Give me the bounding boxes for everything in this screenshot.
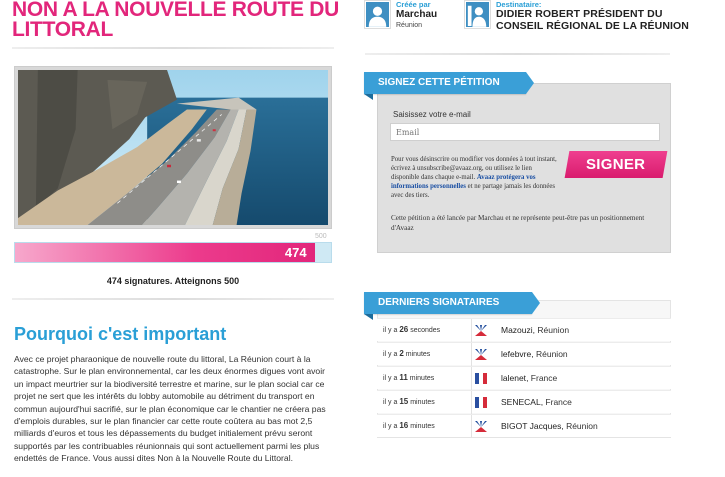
sign-ribbon: SIGNEZ CETTE PÉTITION [364, 72, 526, 94]
petition-title: NON A LA NOUVELLE ROUTE DU LITTORAL [12, 0, 340, 41]
row-separator [471, 391, 472, 414]
france-flag-icon [475, 397, 487, 408]
privacy-notice [391, 156, 561, 201]
email-input[interactable] [390, 123, 660, 141]
sign-ribbon-fold [364, 94, 373, 100]
signature-progress-bar [14, 242, 332, 263]
reunion-flag-icon [475, 349, 487, 360]
progress-count: 474 [284, 245, 307, 260]
signer-place: Réunion [566, 421, 598, 431]
creator-avatar[interactable] [365, 1, 390, 28]
target-avatar [465, 1, 490, 28]
signer-identity: Mazouzi, Réunion [501, 325, 570, 335]
privacy-notice-end: et ne partage jamais les données avec des tiers. [391, 182, 556, 199]
signer-time-prefix: il y a [383, 351, 398, 358]
signer-time-unit: secondes [410, 327, 441, 334]
signer-time-value: 26 [399, 325, 409, 334]
signer-place: France [530, 373, 558, 383]
signer-row [377, 390, 671, 413]
signer-identity: lalenet, France [501, 373, 558, 383]
signature-summary: 474 signatures. Atteignons 500 [106, 276, 240, 286]
signer-time [383, 397, 471, 411]
petition-disclaimer: Cette pétition a été lancée par Marchau et ne représente peut-être pas un positionnement d'Avaaz [391, 214, 645, 232]
recent-signers-ribbon-fold [364, 314, 373, 320]
signer-time [383, 349, 471, 363]
signer-time-value: 16 [399, 421, 409, 430]
creator-place: Réunion [396, 22, 423, 29]
signer-time [383, 421, 471, 435]
summary-divider [12, 298, 334, 300]
row-separator [471, 367, 472, 390]
signer-name: lalenet [501, 373, 527, 383]
why-important-text: Avec ce projet pharaonique de nouvelle route du littoral, La Réunion court à la catastrophe. Sur le plan environnemental, car les deux énormes digues vont avoir un impact meurtrier sur la biodiversité terrestre et marine, sur le plan social car ce projet ne sert que les intérêts du lobby automobile au détriment du transport en commun aujourd'hui sacrifié, sur le plan économique car le chantier ne créera pas d'emplois durables, sur le plan financier car cette route coûtera au bas mot 2,5 milliards d'euros et tous les dépassements du budget initialement prévu seront supportés par les contribuables réunionnais qui sont actuellement parmi les plus endettés de France. Vous aussi dites Non à la Nouvelle Route du Littoral. [14, 354, 326, 464]
signer-time-value: 15 [399, 397, 409, 406]
signer-time-prefix: il y a [383, 399, 398, 406]
signer-time-value: 2 [399, 349, 404, 358]
target-label: Destinataire: [496, 0, 542, 9]
signer-time-prefix: il y a [383, 327, 398, 334]
signer-row [377, 366, 671, 389]
email-label: Saisissez votre e-mail [393, 110, 471, 119]
signer-identity: SENECAL, France [501, 397, 572, 407]
reunion-flag-icon [475, 325, 487, 336]
signer-name: BIGOT Jacques [501, 421, 562, 431]
signer-row [377, 318, 671, 341]
signer-time-prefix: il y a [383, 423, 398, 430]
signer-row [377, 342, 671, 365]
sign-button[interactable] [565, 151, 668, 178]
signer-identity: BIGOT Jacques, Réunion [501, 421, 598, 431]
signer-place: Réunion [535, 349, 568, 359]
row-separator [471, 343, 472, 366]
petition-photo [14, 66, 332, 229]
signer-time [383, 325, 471, 339]
signer-name: SENECAL [501, 397, 541, 407]
row-separator [471, 319, 472, 342]
why-important-heading: Pourquoi c'est important [14, 324, 227, 344]
person-icon [366, 2, 389, 27]
france-flag-icon [475, 373, 487, 384]
signer-time-value: 11 [399, 373, 408, 382]
row-separator [471, 415, 472, 438]
signer-row [377, 414, 671, 437]
title-divider [12, 47, 334, 49]
signer-name: lefebvre [501, 349, 532, 359]
header-divider [365, 53, 670, 55]
creator-name-link[interactable]: Marchau [396, 9, 438, 20]
signer-time-unit: minutes [409, 375, 435, 382]
official-person-icon [466, 2, 489, 27]
signer-time-unit: minutes [410, 423, 435, 430]
signer-place: France [545, 397, 572, 407]
signer-time-unit: minutes [410, 399, 435, 406]
sign-button-label: SIGNER [586, 156, 646, 173]
recent-signers-ribbon: DERNIERS SIGNATAIRES [364, 292, 532, 314]
signer-name: Mazouzi [501, 325, 533, 335]
signer-time-prefix: il y a [383, 375, 398, 382]
signer-identity: lefebvre, Réunion [501, 349, 568, 359]
signer-time-unit: minutes [405, 351, 431, 358]
coastal-road-image [18, 70, 328, 225]
creator-label: Créée par [396, 0, 431, 9]
privacy-notice-text: Pour vous désinscrire ou modifier vos données à tout instant, écrivez à unsubscribe@avaaz.org, ou utilisez le lien disponible dans chaque e-mail. [391, 156, 557, 181]
target-name: DIDIER ROBERT PRÉSIDENT DU CONSEIL RÉGIONAL DE LA RÉUNION [496, 8, 689, 32]
goal-label: 500 [315, 233, 327, 240]
signer-place: Réunion [537, 325, 570, 335]
privacy-link[interactable]: Avaaz protégera vos informations personnelles [391, 173, 536, 190]
reunion-flag-icon [475, 421, 487, 432]
signer-time [383, 373, 471, 387]
